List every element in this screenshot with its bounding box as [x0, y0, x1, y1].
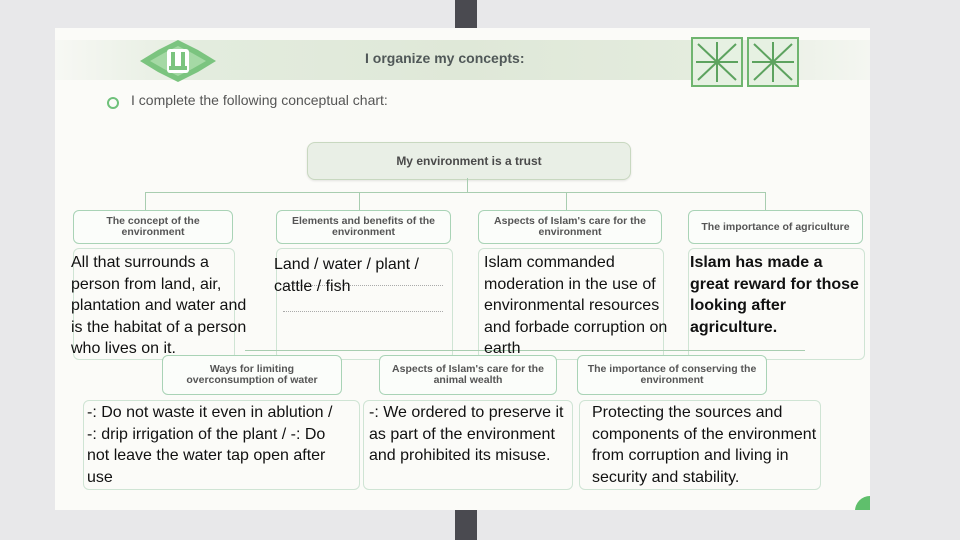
- central-concept: My environment is a trust: [307, 142, 631, 180]
- answer-animal: -: We ordered to preserve it as part of the environment and prohibited its misuse.: [369, 404, 564, 464]
- label-agriculture: The importance of agriculture: [688, 210, 863, 244]
- answer-concept: All that surrounds a person from land, air, plantation and water and is the habitat of a person who lives on it.: [71, 254, 247, 357]
- answer-elements: Land / water / plant / cattle / fish: [274, 256, 419, 295]
- connector-branch-2: [359, 192, 360, 210]
- page-corner-dot: [855, 496, 870, 510]
- binding-bottom: [455, 510, 477, 540]
- answer-aspects: Islam commanded moderation in the use of environmental resources and forbade corruption on earth: [484, 254, 668, 357]
- book-logo-icon: [138, 36, 218, 86]
- label-animal: Aspects of Islam's care for the animal wealth: [379, 355, 557, 395]
- label-aspects: Aspects of Islam's care for the environment: [478, 210, 662, 244]
- label-concept: The concept of the environment: [73, 210, 233, 244]
- bullet-icon: [107, 97, 119, 109]
- connector-branch-3: [566, 192, 567, 210]
- answer-water: -: Do not waste it even in ablution / -: drip irrigation of the plant / -: Do not leave the water tap open after use: [87, 404, 333, 486]
- label-conserving: The importance of conserving the environment: [577, 355, 767, 395]
- answer-conserving: Protecting the sources and components of the environment from corruption and living in security and stability.: [592, 404, 817, 486]
- instruction-text: I complete the following conceptual chart:: [131, 92, 388, 108]
- label-water: Ways for limiting overconsumption of water: [162, 355, 342, 395]
- answer-agriculture: Islam has made a great reward for those looking after agriculture.: [690, 254, 859, 336]
- binding-top: [455, 0, 477, 28]
- ornament-icon: [690, 34, 800, 90]
- connector-horizontal: [145, 192, 765, 193]
- label-elements: Elements and benefits of the environment: [276, 210, 451, 244]
- connector-branch-1: [145, 192, 146, 210]
- connector-vertical-main: [467, 178, 468, 192]
- header-title: I organize my concepts:: [365, 50, 525, 66]
- connector-branch-4: [765, 192, 766, 210]
- dotted-line: [283, 311, 443, 312]
